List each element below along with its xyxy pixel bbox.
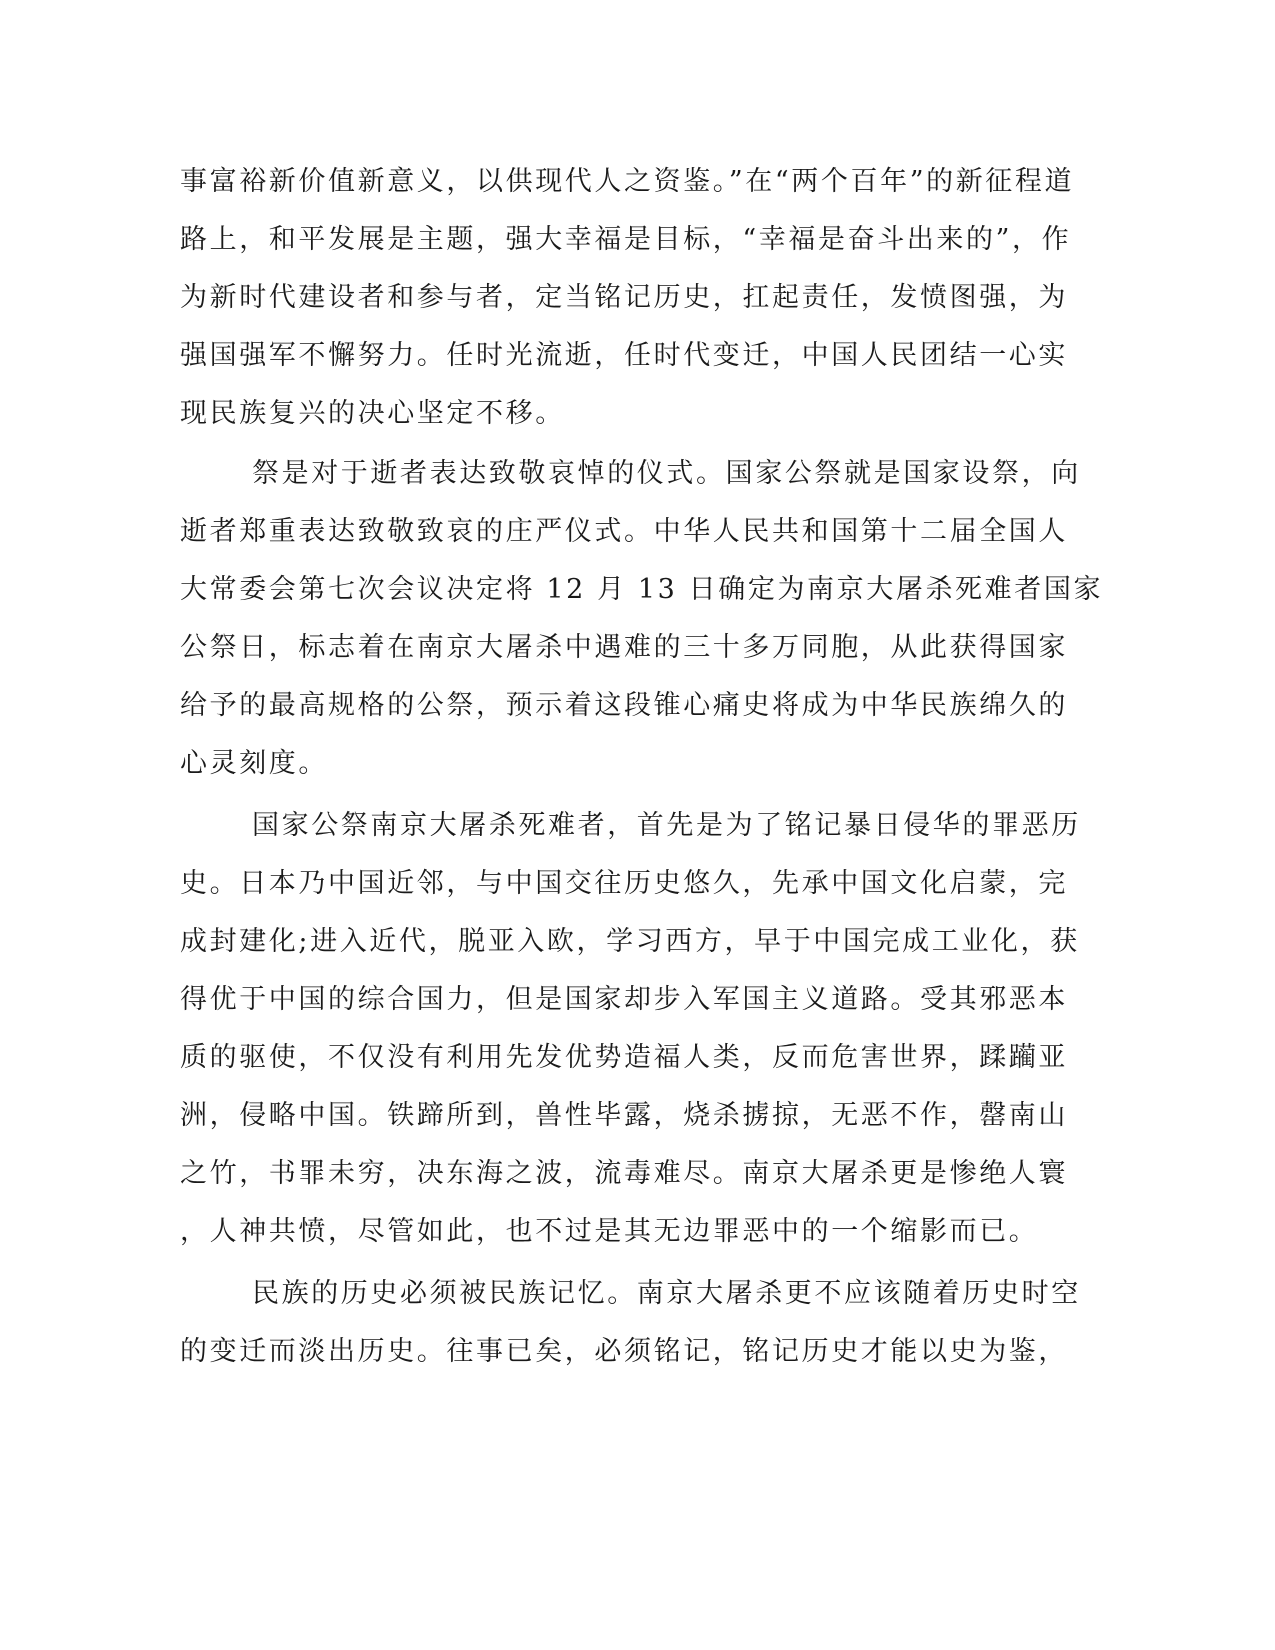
text-line: 逝者郑重表达致敬致哀的庄严仪式。中华人民共和国第十二届全国人 [180, 516, 1068, 547]
text-line: 洲，侵略中国。铁蹄所到，兽性毕露，烧杀掳掠，无恶不作，罄南山 [180, 1100, 1068, 1131]
text-line: 给予的最高规格的公祭，预示着这段锥心痛史将成为中华民族绵久的 [180, 690, 1068, 721]
text-line: 得优于中国的综合国力，但是国家却步入军国主义道路。受其邪恶本 [180, 984, 1068, 1015]
text-line: 为新时代建设者和参与者，定当铭记历史，扛起责任，发愤图强，为 [180, 282, 1068, 313]
paragraph-first-line: 祭是对于逝者表达致敬哀悼的仪式。国家公祭就是国家设祭，向 [252, 458, 1081, 489]
text-line: 成封建化;进入近代，脱亚入欧，学习西方，早于中国完成工业化，获 [180, 926, 1080, 957]
text-line: 心灵刻度。 [180, 748, 328, 779]
text-line: 质的驱使，不仅没有利用先发优势造福人类，反而危害世界，蹂躏亚 [180, 1042, 1068, 1073]
text-line: 现民族复兴的决心坚定不移。 [180, 398, 565, 429]
text-line: 强国强军不懈努力。任时光流逝，任时代变迁，中国人民团结一心实 [180, 340, 1068, 371]
paragraph-first-line: 民族的历史必须被民族记忆。南京大屠杀更不应该随着历史时空 [252, 1278, 1081, 1309]
text-line: 公祭日，标志着在南京大屠杀中遇难的三十多万同胞，从此获得国家 [180, 632, 1068, 663]
text-line: 事富裕新价值新意义，以供现代人之资鉴。”在“两个百年”的新征程道 [180, 166, 1075, 197]
paragraph-first-line: 国家公祭南京大屠杀死难者，首先是为了铭记暴日侵华的罪恶历 [252, 810, 1081, 841]
text-line: 之竹，书罪未穷，决东海之波，流毒难尽。南京大屠杀更是惨绝人寰 [180, 1158, 1068, 1189]
text-line: 大常委会第七次会议决定将 12 月 13 日确定为南京大屠杀死难者国家 [180, 574, 1104, 605]
text-line: 的变迁而淡出历史。往事已矣，必须铭记，铭记历史才能以史为鉴， [180, 1336, 1068, 1367]
text-line: 路上，和平发展是主题，强大幸福是目标，“幸福是奋斗出来的”，作 [180, 224, 1072, 255]
text-line: 史。日本乃中国近邻，与中国交往历史悠久，先承中国文化启蒙，完 [180, 868, 1068, 899]
text-line: ，人神共愤，尽管如此，也不过是其无边罪恶中的一个缩影而已。 [180, 1216, 1039, 1247]
